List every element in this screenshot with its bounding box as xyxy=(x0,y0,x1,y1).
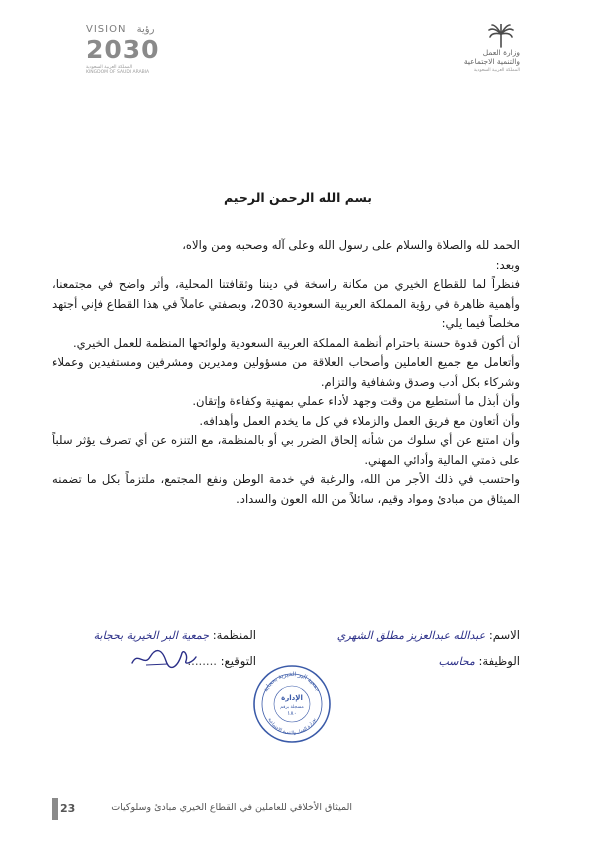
sign-dots: ........ xyxy=(187,654,217,668)
paragraph: الحمد لله والصلاة والسلام على رسول الله وعلى آله وصحبه ومن والاه، xyxy=(182,238,520,252)
palm-tree-icon xyxy=(488,24,514,48)
pledge-body xyxy=(52,236,520,509)
org-field xyxy=(94,628,256,642)
paragraph: وأن امتنع عن أي سلوك من شأنه إلحاق الضرر بي أو بالمنظمة، مع التنزه عن أي تصرف يؤثر سلباً على ذمتي المالية وأدائي المهني. xyxy=(52,433,520,467)
handwritten-signature xyxy=(128,645,198,671)
job-label: الوظيفة: xyxy=(478,654,520,668)
job-value: محاسب xyxy=(438,655,475,668)
job-field xyxy=(438,654,520,668)
paragraph: فنظراً لما للقطاع الخيري من مكانة راسخة في ديننا وثقافتنا المحلية، وأثر واضح في مجتمعنا، وأهمية ظاهرة في رؤية المملكة العربية السعودية 2030، وبصفتي عاملاً في هذا القطاع فإني أجتهد مخلصاً فيما يلي: xyxy=(52,277,520,330)
paragraph: وبعد: xyxy=(495,257,520,272)
vision-ar: رؤية xyxy=(136,24,155,35)
ministry-logo xyxy=(440,24,520,80)
vision-2030-logo xyxy=(84,22,180,76)
paragraph: أن أكون قدوة حسنة باحترام أنظمة المملكة العربية السعودية ولوائحها المنظمة للعمل الخيري. xyxy=(72,335,520,350)
paragraph: وأن أتعاون مع فريق العمل والزملاء في كل ما يخدم العمل وأهدافه. xyxy=(199,413,520,428)
org-value: جمعية البر الخيرية بحجابة xyxy=(93,629,210,642)
org-label: المنظمة: xyxy=(212,628,256,642)
page-number: 23 xyxy=(60,802,76,815)
basmala-heading: بسم الله الرحمن الرحيم xyxy=(224,190,372,205)
footer-title: الميثاق الأخلاقي للعاملين في القطاع الخيري مبادئ وسلوكيات xyxy=(111,802,352,813)
paragraph: واحتسب في ذلك الأجر من الله، والرغبة في خدمة الوطن ونفع المجتمع، ملتزماً بكل ما تضمنه الميثاق من مبادئ ومواد وقيم، سائلاً من الله العون والسداد. xyxy=(52,472,520,506)
ministry-line2: والتنمية الاجتماعية xyxy=(463,57,520,66)
vision-year: 2030 xyxy=(86,35,160,64)
sign-label: التوقيع: xyxy=(220,654,256,668)
ministry-small: المملكة العربية السعودية xyxy=(473,68,520,73)
name-label: الاسم: xyxy=(488,628,520,642)
stamp-reg-text: مسجلة برقم xyxy=(280,705,304,710)
name-value: عبدالله عبدالعزيز مطلق الشهري xyxy=(336,629,486,642)
vision-word: VISION xyxy=(86,24,127,35)
vision-sub-en: KINGDOM OF SAUDI ARABIA xyxy=(86,70,150,75)
official-stamp xyxy=(252,664,332,744)
vision-sub-ar: المملكة العربية السعودية xyxy=(86,65,133,70)
stamp-bottom-text: بوزارة العمل والتنمية الاجتماعية xyxy=(266,717,318,737)
paragraph: وأن أبذل ما أستطيع من وقت وجهد لأداء عملي بمهنية وكفاءة وإتقان. xyxy=(192,394,520,408)
footer-bar xyxy=(52,798,58,820)
paragraph: وأتعامل مع جميع العاملين وأصحاب العلاقة من مسؤولين ومديرين ومشرفين ومستفيدين وعملاء وشركاء بكل أدب وصدق وشفافية والتزام. xyxy=(52,355,520,389)
stamp-center-label: الإدارة xyxy=(281,694,303,702)
stamp-reg-number: ١٨٠ xyxy=(287,710,297,717)
stamp-top-text: جمعية البر الخيرية بحجابة xyxy=(262,670,322,693)
ministry-line1: وزارة العمل xyxy=(482,48,520,57)
name-field xyxy=(337,628,520,642)
